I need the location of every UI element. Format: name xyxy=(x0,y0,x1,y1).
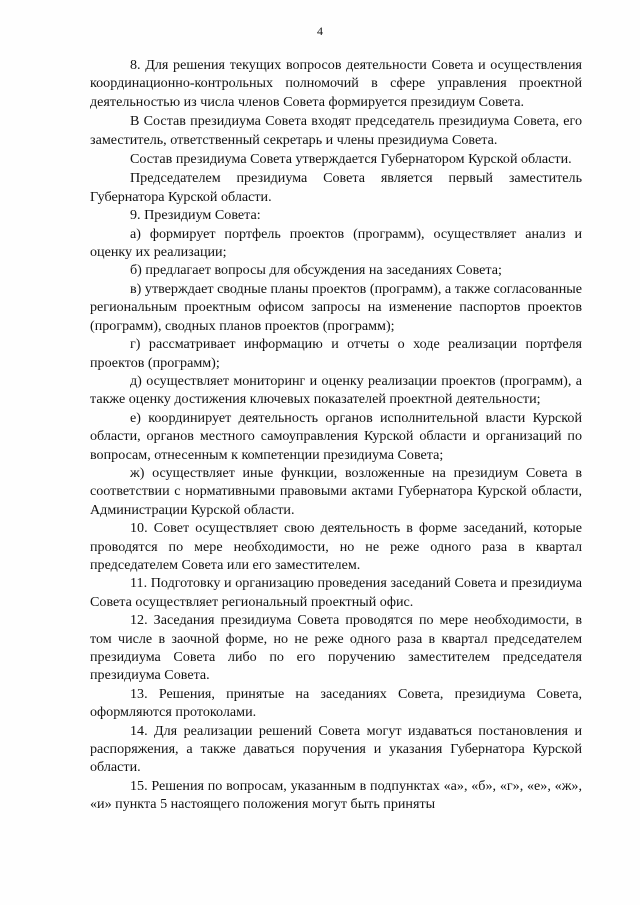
list-item-v: в) утверждает сводные планы проектов (программ), а также согласованные региональным проектным офисом запросы на изменение паспортов проектов (программ), сводных планов проектов (программ); xyxy=(90,280,582,334)
list-item-zh: ж) осуществляет иные функции, возложенные на президиум Совета в соответствии с нормативными правовыми актами Губернатора Курской области, Администрации Курской области. xyxy=(90,464,582,518)
list-item-d: д) осуществляет мониторинг и оценку реализации проектов (программ), а также оценку достижения ключевых показателей проектной деятельности; xyxy=(90,372,582,408)
paragraph-11: 11. Подготовку и организацию проведения заседаний Совета и президиума Совета осуществляет региональный проектный офис. xyxy=(90,575,582,610)
paragraph-13: 13. Решения, принятые на заседаниях Совета, президиума Совета, оформляются протоколами. xyxy=(90,685,582,721)
paragraph-9-heading: 9. Президиум Совета: xyxy=(130,207,261,224)
paragraph-14: 14. Для реализации решений Совета могут издаваться постановления и распоряжения, а также даваться поручения и указания Губернатора Курской области. xyxy=(90,722,582,776)
document-body xyxy=(90,56,582,814)
paragraph-presidium-chair: Председателем президиума Совета является первый заместитель Губернатора Курской области. xyxy=(90,170,582,205)
paragraph-12: 12. Заседания президиума Совета проводятся по мере необходимости, в том числе в заочной форме, но не реже одного раза в квартал председателем президиума Совета либо по его поручению заместителем председателя президиума Совета. xyxy=(90,612,582,684)
paragraph-10: 10. Совет осуществляет свою деятельность в форме заседаний, которые проводятся по мере необходимости, но не реже одного раза в квартал председателем Совета или его заместителем. xyxy=(90,520,582,573)
paragraph-presidium-approval: Состав президиума Совета утверждается Губернатором Курской области. xyxy=(130,151,572,168)
paragraph-presidium-composition: В Состав президиума Совета входят председатель президиума Совета, его заместитель, ответственный секретарь и члены президиума Совета. xyxy=(90,113,582,148)
paragraph-15: 15. Решения по вопросам, указанным в подпунктах «а», «б», «г», «е», «ж», «и» пункта 5 настоящего положения могут быть приняты xyxy=(90,777,582,813)
paragraph-8-intro: 8. Для решения текущих вопросов деятельности Совета и осуществления координационно-контрольных полномочий в сфере управления проектной деятельностью из числа членов Совета формируется президиум Совета. xyxy=(90,57,582,110)
list-item-b: б) предлагает вопросы для обсуждения на заседаниях Совета; xyxy=(130,262,502,279)
list-item-a: а) формирует портфель проектов (программ), осуществляет анализ и оценку их реализации; xyxy=(90,225,582,261)
page-number: 4 xyxy=(317,24,323,38)
list-item-e: е) координирует деятельность органов исполнительной власти Курской области, органов местного самоуправления Курской области и организаций по вопросам, отнесенным к компетенции президиума Совета; xyxy=(90,409,582,463)
list-item-g: г) рассматривает информацию и отчеты о ходе реализации портфеля проектов (программ); xyxy=(90,336,582,371)
